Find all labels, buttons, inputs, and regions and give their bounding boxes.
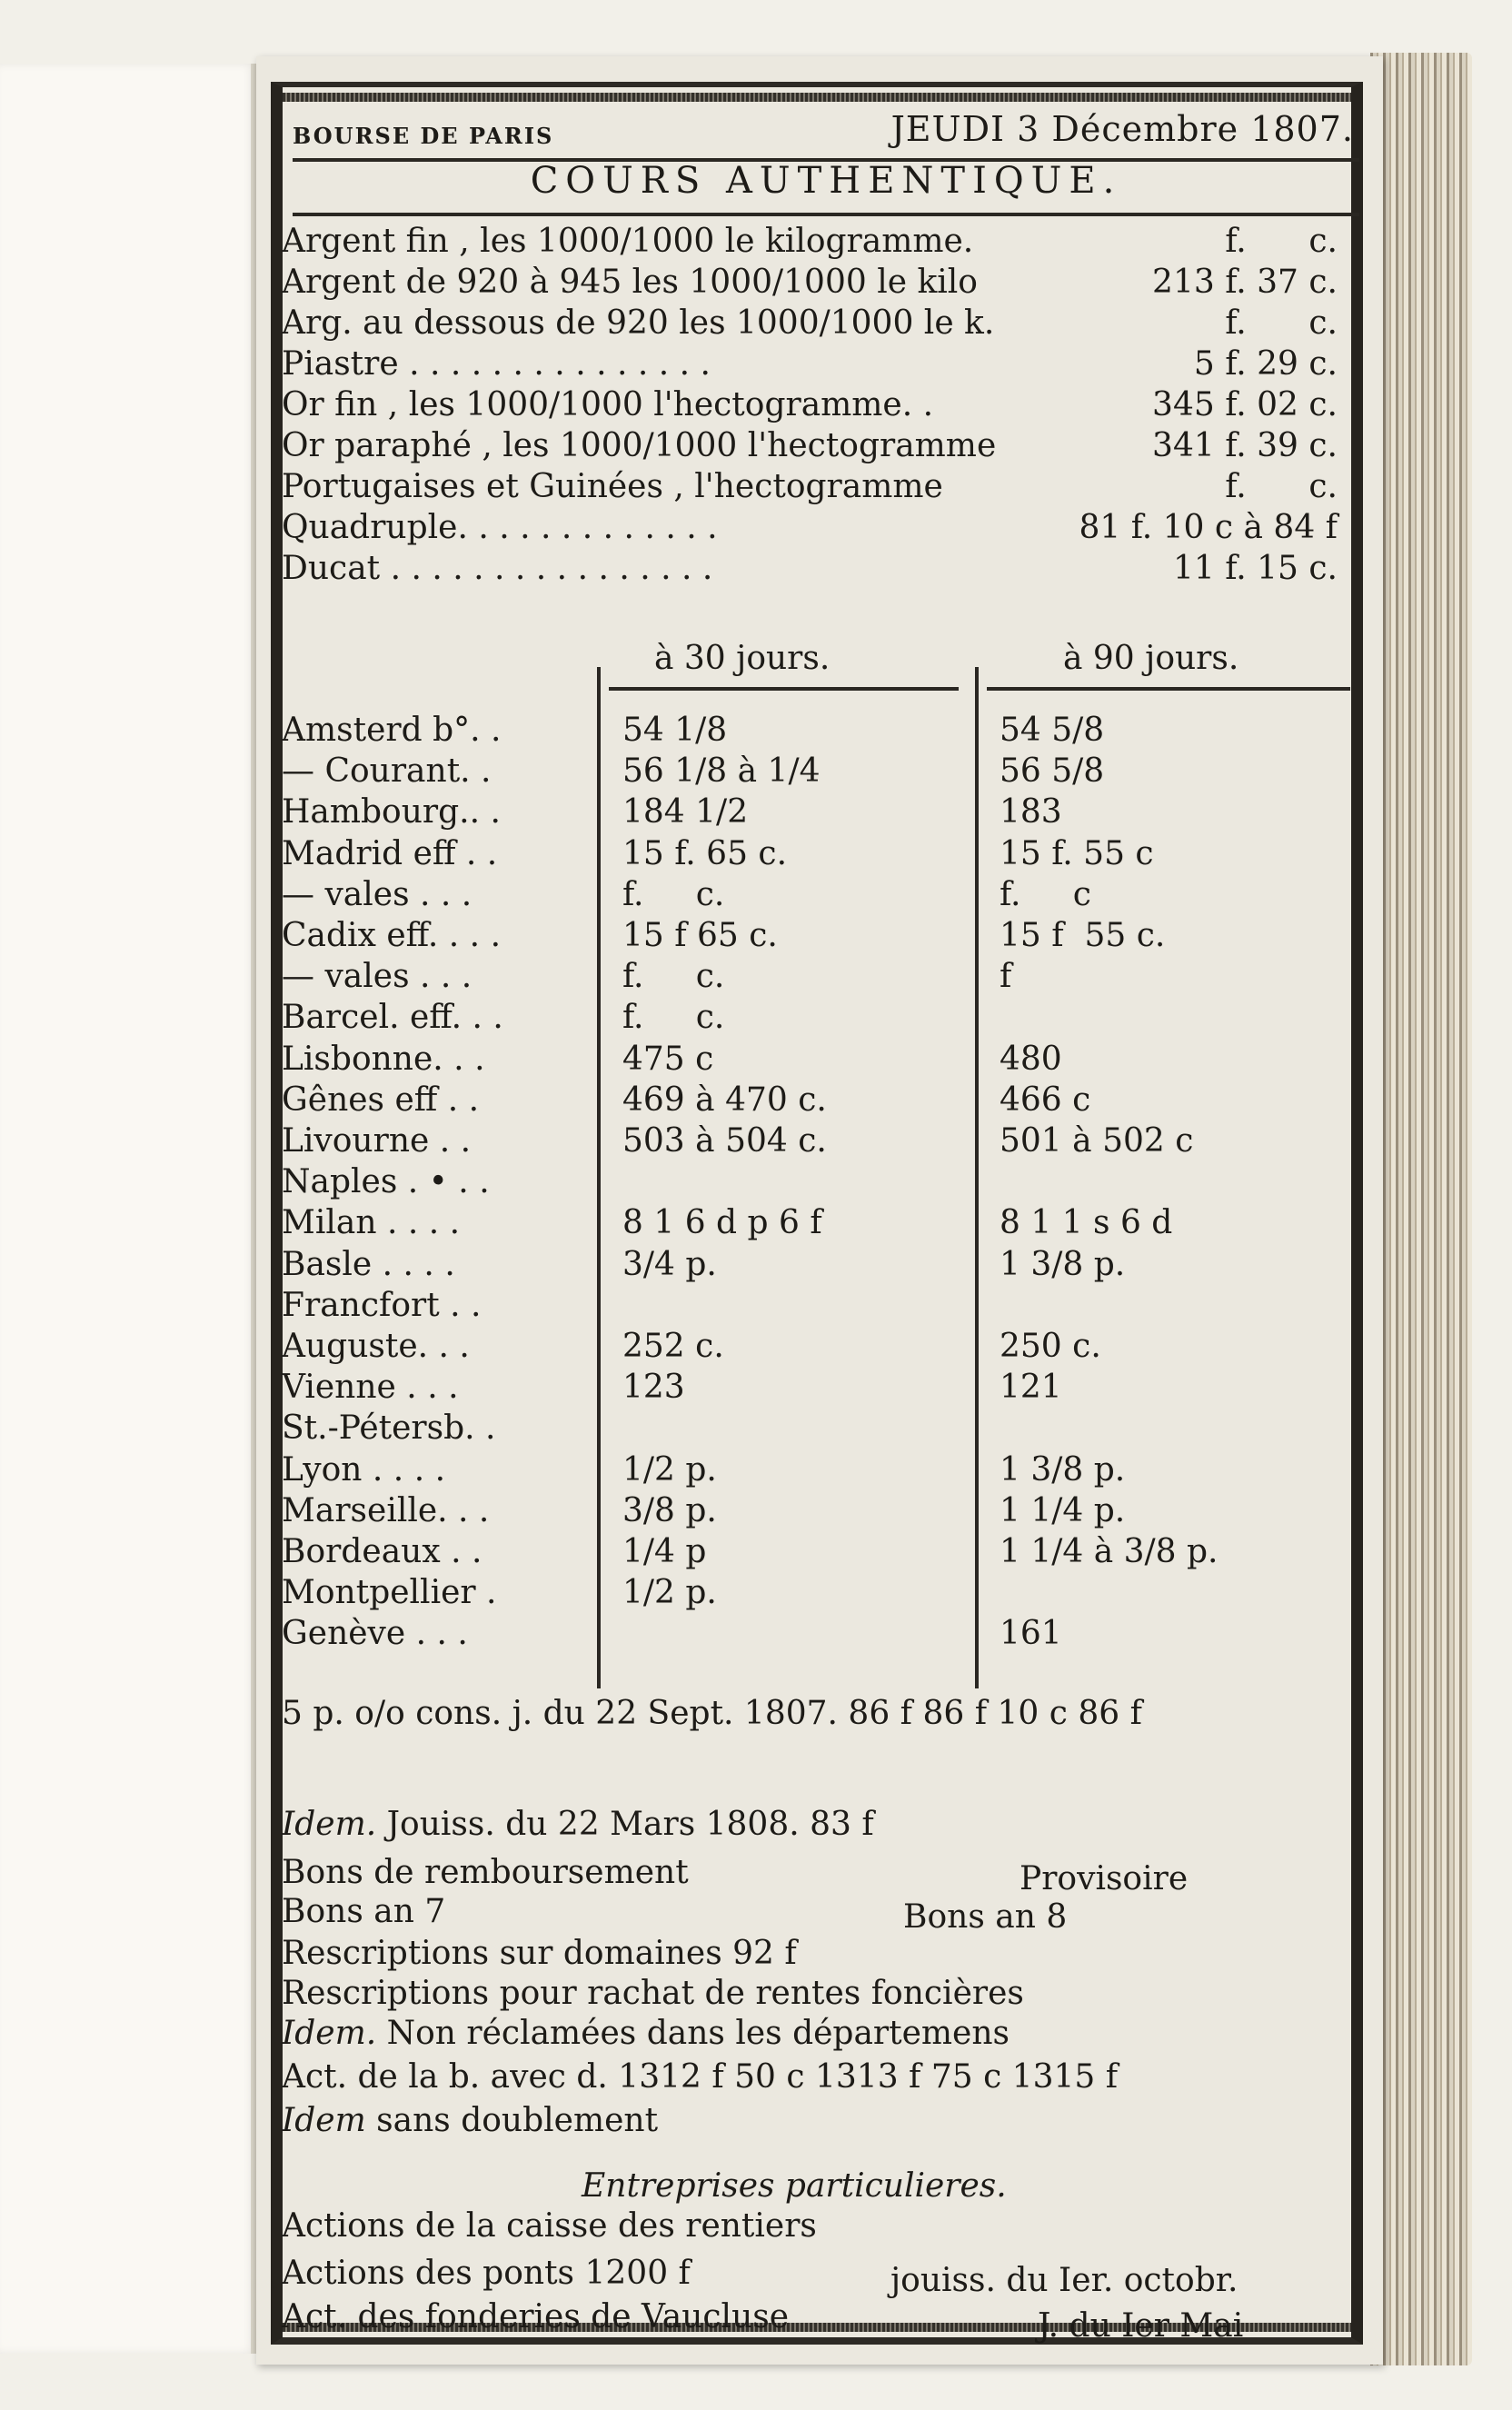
brace-right-column: [975, 667, 979, 1688]
masthead: [293, 95, 1354, 149]
rate-30-days: f. c.: [622, 958, 725, 996]
rate-30-days: 123: [622, 1369, 685, 1407]
rate-90-days: 250 c.: [1000, 1328, 1101, 1365]
rule-30-days: [609, 687, 959, 691]
idem-label-3: Idem: [282, 2102, 366, 2139]
rate-90-days: 15 f. 55 c: [1000, 834, 1154, 872]
entreprises-heading: Entreprises particulieres.: [582, 2167, 1007, 2205]
exchange-place: Auguste. . .: [282, 1328, 470, 1365]
rate-30-days: 469 à 470 c.: [622, 1081, 827, 1119]
metal-label: Arg. au dessous de 920 les 1000/1000 le k.: [282, 304, 995, 342]
issue-date: JEUDI 3 Décembre 1807.: [890, 109, 1354, 149]
exchange-place: Milan . . . .: [282, 1204, 461, 1242]
jouissance-octobre: jouiss. du Ier. octobr.: [890, 2262, 1238, 2299]
document-page: [256, 56, 1383, 2365]
rate-30-days: 475 c: [622, 1040, 714, 1078]
bons-an-7: Bons an 7: [282, 1893, 446, 1930]
rate-30-days: 3/8 p.: [622, 1491, 717, 1529]
idem-label: Idem.: [282, 1806, 377, 1843]
rule-90-days: [987, 687, 1350, 691]
metal-price: 341 f. 39 c.: [1152, 427, 1338, 464]
sans-doublement-text: sans doublement: [365, 2102, 659, 2139]
rate-30-days: 8 1 6 d p 6 f: [622, 1204, 822, 1242]
metal-price: 5 f. 29 c.: [1193, 345, 1338, 383]
exchange-place: St.-Pétersb. .: [282, 1409, 496, 1448]
column-head-90-days: à 90 jours.: [1063, 640, 1239, 677]
page-title: COURS AUTHENTIQUE.: [530, 160, 1122, 202]
exchange-place: Lisbonne. . .: [282, 1040, 485, 1078]
rate-90-days: 1 3/8 p.: [1000, 1245, 1126, 1283]
actions-fonderies: Act. des fonderies de Vaucluse: [282, 2298, 790, 2335]
facing-blank-page: [0, 64, 256, 2354]
metal-label: Or fin , les 1000/1000 l'hectogramme. .: [282, 386, 934, 423]
rate-30-days: 1/4 p: [622, 1533, 707, 1570]
rate-30-days: 54 1/8: [622, 712, 728, 749]
rate-90-days: 1 3/8 p.: [1000, 1450, 1126, 1489]
rate-90-days: 1 1/4 p.: [1000, 1491, 1126, 1529]
rate-90-days: 480: [1000, 1040, 1062, 1078]
metal-label: Ducat . . . . . . . . . . . . . . . .: [282, 550, 713, 587]
exchange-place: — vales . . .: [282, 958, 472, 996]
column-head-30-days: à 30 jours.: [654, 640, 831, 677]
exchange-place: Genève . . .: [282, 1615, 468, 1653]
exchange-place: — vales . . .: [282, 875, 472, 913]
non-reclamees-text: Non réclamées dans les départemens: [376, 2015, 1010, 2052]
page-edges: [1370, 53, 1472, 2365]
idem-sans-doublement: [282, 2101, 658, 2141]
metal-price: 11 f. 15 c.: [1172, 550, 1338, 587]
rate-30-days: 56 1/8 à 1/4: [622, 752, 821, 791]
rate-90-days: f: [1000, 958, 1012, 996]
funds-consolides: 5 p. o/o cons. j. du 22 Sept. 1807. 86 f 86 f 10 c 86 f: [282, 1695, 1142, 1732]
rate-90-days: 1 1/4 à 3/8 p.: [1000, 1533, 1219, 1570]
bons-remboursement: Bons de remboursement: [282, 1854, 689, 1891]
exchange-place: — Courant. .: [282, 752, 492, 791]
provisoire-label: Provisoire: [1020, 1860, 1189, 1897]
metal-label: Or paraphé , les 1000/1000 l'hectogramme: [282, 427, 997, 464]
rate-30-days: 1/2 p.: [622, 1574, 717, 1612]
exchange-place: Cadix eff. . . .: [282, 917, 502, 954]
funds-idem-jouissance: [282, 1805, 874, 1845]
idem-jouissance-text: Jouiss. du 22 Mars 1808. 83 f: [376, 1806, 874, 1843]
rate-90-days: 121: [1000, 1369, 1062, 1407]
actions-banque: Act. de la b. avec d. 1312 f 50 c 1313 f 75 c 1315 f: [282, 2058, 1119, 2096]
rate-90-days: 8 1 1 s 6 d: [1000, 1204, 1173, 1242]
metal-price: 345 f. 02 c.: [1152, 386, 1338, 423]
rate-30-days: 1/2 p.: [622, 1450, 717, 1489]
idem-label-2: Idem.: [282, 2015, 377, 2052]
exchange-place: Bordeaux . .: [282, 1533, 482, 1570]
exchange-place: Lyon . . . .: [282, 1450, 446, 1489]
metal-label: Argent fin , les 1000/1000 le kilogramme.: [282, 223, 974, 260]
brace-left-column: [597, 667, 601, 1688]
exchange-place: Hambourg.. .: [282, 793, 501, 832]
rule-under-title: [293, 213, 1359, 216]
rate-90-days: 161: [1000, 1615, 1062, 1653]
exchange-place: Livourne . .: [282, 1122, 472, 1160]
publication-name: BOURSE DE PARIS: [293, 123, 554, 149]
rate-30-days: 184 1/2: [622, 793, 749, 832]
rate-90-days: 183: [1000, 793, 1062, 832]
rate-90-days: f. c: [1000, 875, 1091, 913]
rate-30-days: f. c.: [622, 875, 725, 913]
metal-label: Piastre . . . . . . . . . . . . . . .: [282, 345, 711, 383]
page-content: [282, 85, 1365, 2345]
metal-label: Argent de 920 à 945 les 1000/1000 le kilo: [282, 264, 978, 301]
exchange-place: Naples . • . .: [282, 1163, 490, 1201]
metal-price: 81 f. 10 c à 84 f: [1079, 509, 1338, 546]
rescriptions-domaines: Rescriptions sur domaines 92 f: [282, 1935, 797, 1972]
metal-label: Quadruple. . . . . . . . . . . . .: [282, 509, 718, 546]
rate-30-days: 252 c.: [622, 1328, 724, 1365]
idem-non-reclamees: [282, 2014, 1010, 2054]
exchange-place: Barcel. eff. . .: [282, 999, 503, 1037]
rate-90-days: 15 f 55 c.: [1000, 917, 1166, 954]
rescriptions-rachat: Rescriptions pour rachat de rentes foncières: [282, 1975, 1024, 2012]
exchange-place: Montpellier .: [282, 1574, 497, 1612]
exchange-place: Basle . . . .: [282, 1245, 455, 1283]
exchange-place: Francfort . .: [282, 1286, 482, 1324]
rate-90-days: 54 5/8: [1000, 712, 1105, 749]
rate-90-days: 56 5/8: [1000, 752, 1105, 791]
rate-30-days: 503 à 504 c.: [622, 1122, 827, 1160]
metal-price: f. c.: [1225, 223, 1338, 260]
exchange-place: Marseille. . .: [282, 1491, 490, 1529]
metal-price: f. c.: [1225, 468, 1338, 505]
rate-30-days: 15 f. 65 c.: [622, 834, 788, 872]
actions-ponts: Actions des ponts 1200 f: [282, 2255, 691, 2292]
actions-caisse-rentiers: Actions de la caisse des rentiers: [282, 2207, 817, 2245]
exchange-place: Vienne . . .: [282, 1369, 459, 1407]
rate-30-days: f. c.: [622, 999, 725, 1037]
bons-an-8: Bons an 8: [903, 1898, 1068, 1936]
jouissance-mai: J. du Ier Mai: [1038, 2307, 1244, 2345]
rate-90-days: 466 c: [1000, 1081, 1091, 1119]
metal-price: f. c.: [1225, 304, 1338, 342]
rate-90-days: 501 à 502 c: [1000, 1122, 1194, 1160]
rate-30-days: 15 f 65 c.: [622, 917, 778, 954]
metal-label: Portugaises et Guinées , l'hectogramme: [282, 468, 943, 505]
rate-30-days: 3/4 p.: [622, 1245, 717, 1283]
metal-price: 213 f. 37 c.: [1152, 264, 1338, 301]
exchange-place: Gênes eff . .: [282, 1081, 480, 1119]
exchange-place: Amsterd b°. .: [282, 712, 502, 749]
exchange-place: Madrid eff . .: [282, 834, 498, 872]
